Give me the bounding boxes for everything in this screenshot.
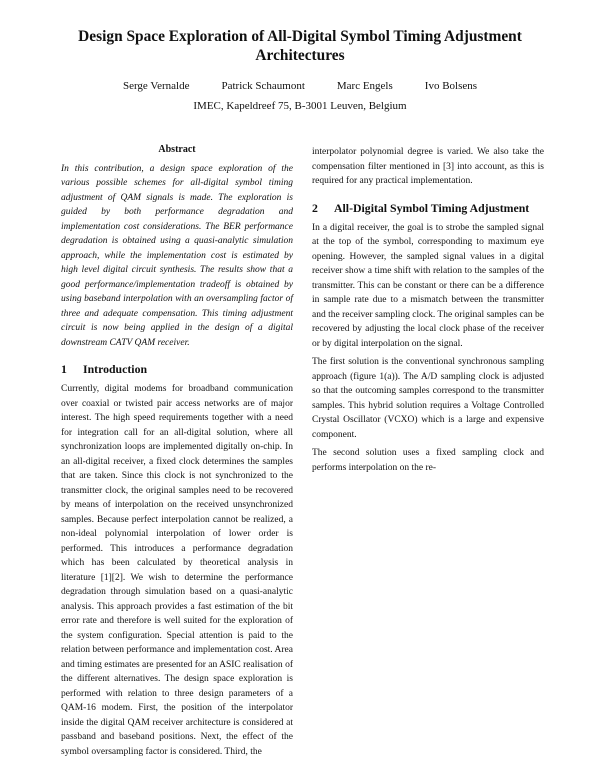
left-column — [61, 143, 293, 759]
body-paragraph: The first solution is the conventional synchronous sampling approach (figure 1(a)). The A/D sampling clock is adjusted so that the outcoming samples correspond to the transmitter samples. This hybrid solution requires a Voltage Controlled Crystal Oscillator (VCXO) which is a large and expensive component. — [312, 357, 544, 440]
body-paragraph: The second solution uses a fixed sampling clock and performs interpolation on the re- — [312, 448, 544, 473]
section-heading-introduction — [61, 362, 293, 377]
body-paragraph: In a digital receiver, the goal is to strobe the sampled signal at the top of the symbol, corresponding to maximum eye opening. However, the sampled signal values in a digital receiver show a time shift with relation to the samples of the transmitter. This can be constant or there can be a difference in sample rate due to a mismatch between the transmitter and the receiver sampling clock. The original samples can be recovered by adjusting the local clock phase of the receiver or by digital interpolation on the signal. — [312, 222, 544, 349]
right-column — [312, 145, 544, 475]
paper-title: Design Space Exploration of All-Digital Symbol Timing Adjustment Architectures — [78, 28, 522, 64]
introduction-paragraph: Currently, digital modems for broadband communication over coaxial or twisted pair access networks are of major interest. The high speed requirements together with a need for integration call for an all-digital solution, where all synchronization loops are implemented digitally on-chip. In an all-digital receiver, a fixed clock determines the samples that are taken. Since this clock is not synchronized to the transmitter clock, the original samples need to be recovered by means of interpolation on the received unsynchronized samples. Because perfect interpolation cannot be realized, a non-ideal polynomial interpolation of lower order is performed. This introduces a performance degradation which has been calculated by theoretical analysis in literature [1][2]. We wish to determine the performance degradation through simulation based on a quasi-analytic analysis. This approach provides a fast estimation of the bit error rate and therefore is well suited for the exploration of the system configuration. Special attention is paid to the relation between performance and implementation cost. Area and timing estimates are presented for an ASIC realisation of the different alternatives. The design space exploration is performed with relation to three design parameters of a QAM-16 modem. First, the position of the interpolator inside the digital QAM receiver architecture is considered at passband and baseband positions. Next, the effect of the symbol oversampling factor is considered. Third, the — [61, 384, 293, 757]
author-name: Patrick Schaumont — [221, 80, 305, 92]
section-title: All-Digital Symbol Timing Adjustment — [334, 200, 530, 215]
author-name: Marc Engels — [336, 80, 393, 92]
author-list — [60, 80, 540, 92]
introduction-paragraph-continued: interpolator polynomial degree is varied. We also take the compensation filter mentioned in [3] into account, as this is required for any practical implementation. — [312, 147, 544, 186]
section-number: 1 — [61, 362, 67, 376]
affiliation: IMEC, Kapeldreef 75, B-3001 Leuven, Belgium — [193, 100, 407, 112]
section-heading-timing-adjustment — [312, 201, 544, 216]
author-name: Ivo Bolsens — [424, 80, 478, 92]
author-name: Serge Vernalde — [122, 80, 190, 92]
section-number: 2 — [312, 200, 318, 215]
abstract-heading: Abstract — [158, 144, 196, 155]
abstract-text: In this contribution, a design space exploration of the various possible schemes for all-digital symbol timing adjustment of QAM signals is made. The exploration is guided by both performance degradation and implementation cost considerations. The BER performance degradation is obtained using a quasi-analytic simulation approach, while the implementation cost is estimated by high level digital circuit synthesis. The results show that a good performance/implementation tradeoff is obtained by using baseband interpolation with an oversampling factor of three and adequate compensation. This timing adjustment circuit is now being applied in the design of a digital downstream CATV QAM receiver. — [61, 163, 293, 348]
section-title: Introduction — [83, 362, 148, 376]
